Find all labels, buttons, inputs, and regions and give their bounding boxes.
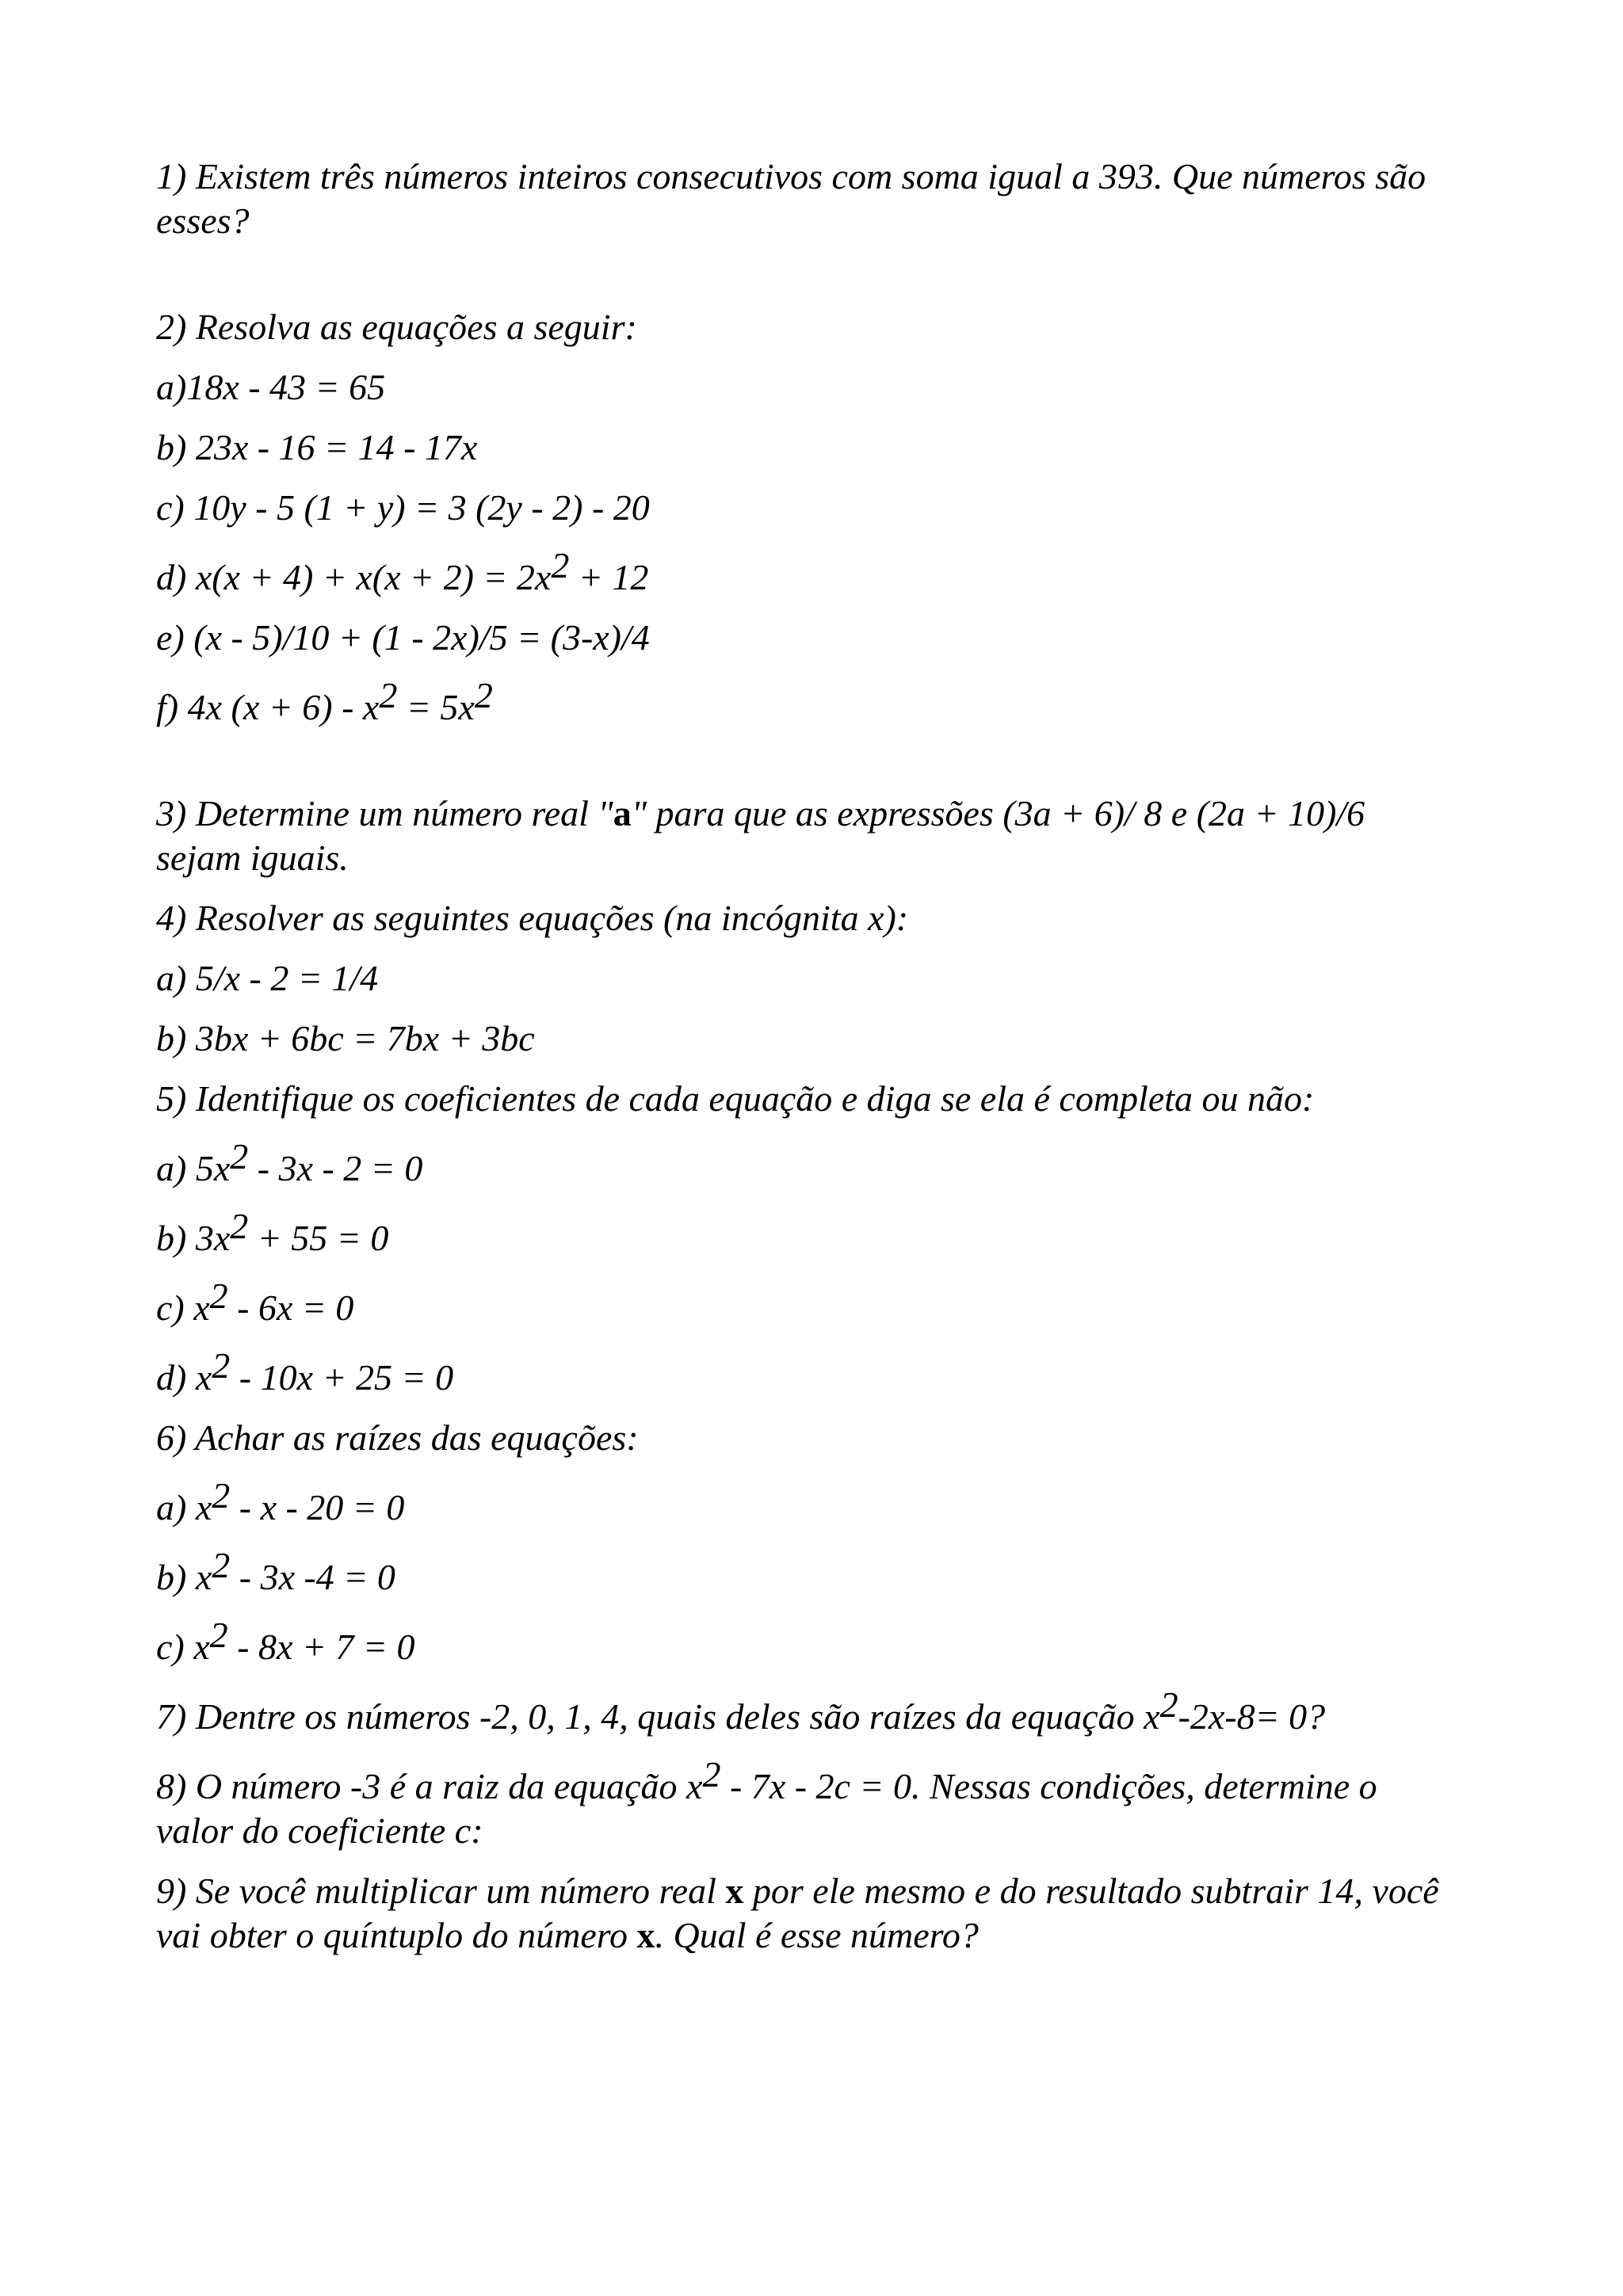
question-1-text: 1) Existem três números inteiros consecutivos com soma igual a 393. Que números são esses? — [156, 156, 1435, 241]
exponent: 2 — [209, 1615, 228, 1656]
question-8: 8) O número -3 é a raiz da equação x2 - 7x - 2c = 0. Nessas condições, determine o valor do coeficiente c: — [156, 1754, 1387, 1851]
exponent: 2 — [1159, 1684, 1178, 1726]
question-2d: d) x(x + 4) + x(x + 2) = 2x2 + 12 — [156, 545, 649, 597]
exponent: 2 — [379, 675, 398, 716]
question-5a: a) 5x2 - 3x - 2 = 0 — [156, 1136, 423, 1188]
question-4b: b) 3bx + 6bc = 7bx + 3bc — [156, 1018, 535, 1058]
question-4-title: 4) Resolver as seguintes equações (na incógnita x): — [156, 898, 909, 938]
question-6a: a) x2 - x - 20 = 0 — [156, 1475, 405, 1527]
question-1 — [156, 154, 1456, 243]
exercise-list — [156, 154, 1456, 1974]
question-7: 7) Dentre os números -2, 0, 1, 4, quais deles são raízes da equação x2-2x-8= 0? — [156, 1684, 1326, 1737]
exponent: 2 — [474, 675, 493, 716]
question-2e: e) (x - 5)/10 + (1 - 2x)/5 = (3-x)/4 — [156, 617, 650, 658]
question-6c: c) x2 - 8x + 7 = 0 — [156, 1615, 415, 1667]
exponent: 2 — [230, 1136, 249, 1177]
question-5-title: 5) Identifique os coeficientes de cada equação e diga se ela é completa ou não: — [156, 1078, 1315, 1119]
question-5c: c) x2 - 6x = 0 — [156, 1276, 354, 1328]
question-5d: d) x2 - 10x + 25 = 0 — [156, 1345, 454, 1398]
question-4a: a) 5/x - 2 = 1/4 — [156, 958, 379, 998]
question-2c: c) 10y - 5 (1 + y) = 3 (2y - 2) - 20 — [156, 487, 650, 528]
question-2b: b) 23x - 16 = 14 - 17x — [156, 427, 478, 467]
exponent: 2 — [551, 545, 570, 586]
exponent: 2 — [212, 1545, 231, 1586]
question-5b: b) 3x2 + 55 = 0 — [156, 1206, 389, 1258]
exponent: 2 — [212, 1345, 231, 1386]
variable-x: x — [725, 1871, 744, 1911]
question-2a: a)18x - 43 = 65 — [156, 367, 386, 407]
question-6-title: 6) Achar as raízes das equações: — [156, 1417, 639, 1458]
question-9: 9) Se você multiplicar um número real x por ele mesmo e do resultado subtrair 14, você vai obter o quíntuplo do número x. Qual é esse número? — [156, 1871, 1449, 1955]
question-3: 3) Determine um número real "a" para que as expressões (3a + 6)/ 8 e (2a + 10)/6 sejam iguais. — [156, 793, 1374, 878]
question-2-title: 2) Resolva as equações a seguir: — [156, 307, 637, 347]
exponent: 2 — [209, 1276, 228, 1317]
question-6b: b) x2 - 3x -4 = 0 — [156, 1545, 395, 1597]
variable-a: a — [613, 793, 632, 833]
exponent: 2 — [230, 1206, 249, 1247]
exponent: 2 — [702, 1754, 721, 1795]
exponent: 2 — [212, 1475, 231, 1516]
question-2f: f) 4x (x + 6) - x2 = 5x2 — [156, 675, 493, 727]
variable-x: x — [636, 1915, 655, 1955]
